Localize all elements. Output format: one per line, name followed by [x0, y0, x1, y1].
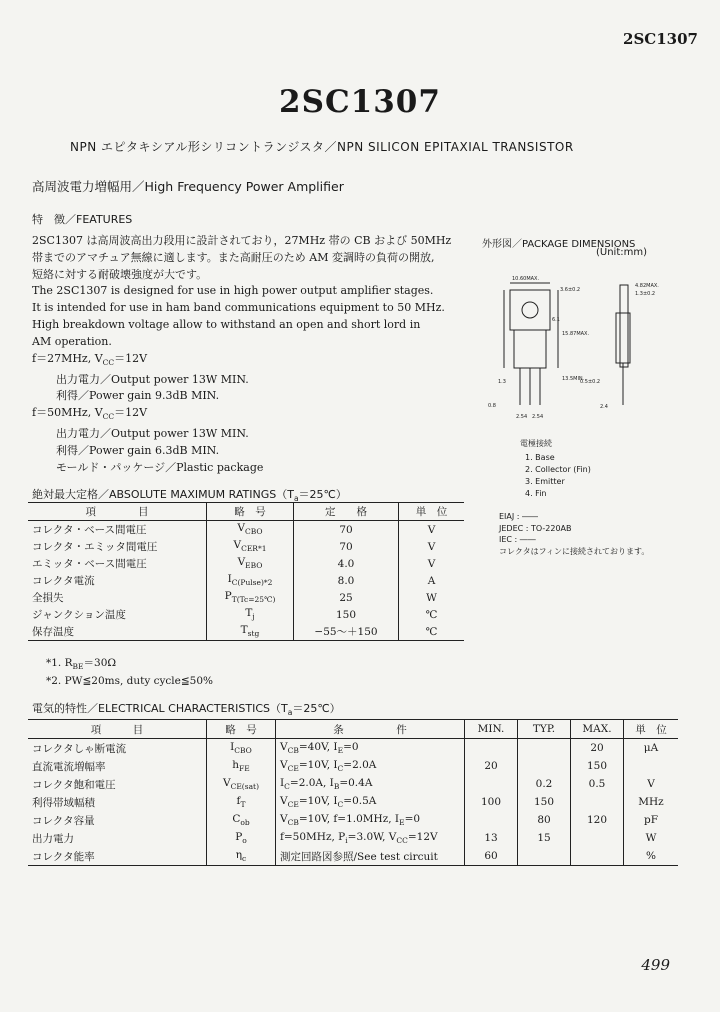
page-title: 2SC1307: [279, 84, 441, 120]
min-cell: 20: [465, 757, 518, 775]
condition-cell: $I_C=2.0A$, $I_B=0.4A$: [276, 775, 465, 793]
features-heading: 特 徴／FEATURES: [32, 213, 133, 226]
unit-cell: V: [647, 778, 655, 790]
item-cell: 出力電力: [28, 829, 207, 847]
condition-cell: $V_{CE}=10V$, $I_C=0.5A$: [276, 793, 465, 811]
table-row: [28, 606, 464, 623]
table-row: [28, 739, 678, 758]
typ-cell: 15: [518, 829, 571, 847]
standards-list: [499, 511, 649, 557]
note-2: *2. PW≦20ms, duty cycle≦50%: [46, 675, 214, 688]
standard-item: EIAJ : ――: [499, 512, 539, 521]
symbol-cell: $P_o$: [207, 829, 276, 847]
typ-cell: [518, 757, 571, 775]
unit-cell: ℃: [425, 608, 438, 621]
symbol-cell: $P_{T(Tc=25℃)}$: [207, 589, 294, 606]
value-cell: 4.0: [294, 555, 399, 572]
dim-label: 15.87MAX.: [562, 331, 590, 337]
unit-cell: pF: [643, 814, 658, 826]
item-cell: 保存温度: [28, 623, 207, 641]
package-tab: [510, 290, 550, 330]
condition-cell: f=50MHz, $P_i=3.0W$, $V_{CC}=12V$: [276, 829, 465, 847]
item-cell: ジャンクション温度: [28, 606, 207, 623]
unit-cell: V: [427, 557, 436, 570]
unit-cell: [624, 757, 679, 775]
standard-item: コレクタはフィンに接続されております。: [499, 546, 650, 556]
dim-label: 13.5MIN.: [562, 376, 585, 382]
table-row: [28, 521, 464, 539]
dim-label: 0.5±0.2: [580, 379, 601, 385]
typ-cell: 150: [518, 793, 571, 811]
condition-2: f＝50MHz, $V_{CC}=12V$: [32, 406, 148, 422]
table-row: [28, 775, 678, 793]
dim-label: 4.82MAX.: [635, 283, 659, 289]
feature-line: High breakdown voltage allow to withstand an open and short lord in: [32, 317, 421, 331]
value-cell: 25: [294, 589, 399, 606]
min-cell: [465, 775, 518, 793]
col-header: MAX.: [571, 720, 624, 739]
max-cell: 120: [571, 811, 624, 829]
max-cell: [571, 847, 624, 866]
condition-cell: $V_{CB}=10V$, f=1.0MHz, $I_E=0$: [276, 811, 465, 829]
value-cell: 70: [294, 521, 399, 539]
min-cell: [465, 811, 518, 829]
unit-cell: %: [646, 850, 656, 862]
rating-notes: [46, 656, 213, 688]
unit-cell: W: [426, 591, 437, 604]
max-cell: 150: [571, 757, 624, 775]
dim-label: 10.60MAX.: [512, 276, 540, 282]
electrical-table: [28, 719, 678, 866]
value-cell: 150: [294, 606, 399, 623]
min-cell: [465, 739, 518, 758]
symbol-cell: $T_j$: [207, 606, 294, 623]
features-body: [32, 233, 457, 477]
table-row: [28, 847, 678, 866]
item-cell: エミッタ・ベース間電圧: [28, 555, 207, 572]
pin-item: 2. Collector (Fin): [525, 465, 591, 474]
dim-label: 3.6±0.2: [560, 287, 581, 293]
max-cell: [571, 793, 624, 811]
feature-line: The 2SC1307 is designed for use in high power output amplifier stages.: [32, 284, 434, 298]
table-row: [28, 829, 678, 847]
min-cell: 100: [465, 793, 518, 811]
symbol-cell: $\eta_c$: [207, 847, 276, 866]
dim-label: 1.3±0.2: [635, 291, 656, 297]
subtitle: NPN エピタキシアル形シリコントランジスタ／NPN SILICON EPITAXIAL TRANSISTOR: [70, 140, 574, 154]
col-header: TYP.: [518, 720, 571, 739]
table-row: [28, 811, 678, 829]
pin-item: 4. Fin: [525, 489, 547, 498]
table-header-row: [28, 503, 464, 521]
typ-cell: [518, 739, 571, 758]
min-cell: 60: [465, 847, 518, 866]
table-row: [28, 757, 678, 775]
col-header: 略 号: [207, 503, 294, 521]
package-type: モールド・パッケージ／Plastic package: [56, 460, 264, 474]
unit-cell: A: [427, 574, 436, 587]
package-drawing: [480, 265, 690, 425]
dim-label: 2.54: [516, 414, 528, 420]
typ-cell: [518, 847, 571, 866]
table-row: [28, 538, 464, 555]
mounting-hole: [522, 302, 538, 318]
value-cell: 8.0: [294, 572, 399, 589]
unit-cell: W: [645, 832, 657, 844]
unit-cell: ℃: [425, 625, 438, 638]
symbol-cell: $V_{CE(sat)}$: [207, 775, 276, 793]
condition-1: f＝27MHz, $V_{CC}=12V$: [32, 351, 148, 367]
package-unit: (Unit:mm): [596, 247, 648, 258]
table-row: [28, 555, 464, 572]
col-header: 条 件: [276, 720, 465, 739]
dim-label: 0.8: [488, 403, 496, 409]
side-tab: [620, 285, 628, 367]
package-dimensions-heading: 外形図／PACKAGE DIMENSIONS: [482, 239, 636, 250]
output-power-2: 出力電力／Output power 13W MIN.: [56, 427, 249, 441]
symbol-cell: $V_{CBO}$: [207, 521, 294, 539]
feature-line: 帯までのアマチュア無線に適します。また高耐圧のため AM 変調時の負荷の開放,: [32, 250, 435, 264]
header-part-number: 2SC1307: [623, 30, 698, 48]
col-header: 定 格: [294, 503, 399, 521]
col-header: 項 目: [28, 503, 207, 521]
max-cell: 20: [571, 739, 624, 758]
table-row: [28, 623, 464, 641]
max-cell: 0.5: [571, 775, 624, 793]
col-header: 略 号: [207, 720, 276, 739]
table-row: [28, 589, 464, 606]
item-cell: コレクタしゃ断電流: [28, 739, 207, 758]
note-1: *1. $R_{BE}=30\Omega$: [46, 657, 117, 672]
feature-line: AM operation.: [32, 334, 112, 348]
item-cell: コレクタ・エミッタ間電圧: [28, 538, 207, 555]
col-header: MIN.: [465, 720, 518, 739]
feature-line: 2SC1307 は高周波高出力段用に設計されており，27MHz 帯の CB および 50MHz: [32, 234, 452, 247]
typ-cell: 80: [518, 811, 571, 829]
absolute-ratings-table: [28, 502, 464, 641]
min-cell: 13: [465, 829, 518, 847]
item-cell: コレクタ能率: [28, 847, 207, 866]
unit-cell: MHz: [638, 796, 664, 808]
symbol-cell: $I_{C(Pulse)*2}$: [207, 572, 294, 589]
dim-label: 1.3: [498, 379, 506, 385]
dim-label: 6.1: [552, 317, 560, 323]
table-row: [28, 572, 464, 589]
value-cell: 70: [294, 538, 399, 555]
symbol-cell: $V_{CER*1}$: [207, 538, 294, 555]
condition-cell: $V_{CB}=40V$, $I_E=0$: [276, 739, 465, 758]
symbol-cell: $I_{CBO}$: [207, 739, 276, 758]
item-cell: 利得帯域幅積: [28, 793, 207, 811]
table-header-row: [28, 720, 678, 739]
symbol-cell: $h_{FE}$: [207, 757, 276, 775]
power-gain-2: 利得／Power gain 6.3dB MIN.: [56, 443, 220, 457]
application-line: 高周波電力増幅用／High Frequency Power Amplifier: [32, 179, 344, 194]
symbol-cell: $f_T$: [207, 793, 276, 811]
feature-line: It is intended for use in ham band communications equipment to 50 MHz.: [32, 301, 445, 315]
pin-list: [525, 452, 591, 500]
feature-line: 短絡に対する耐破壊強度が大です。: [32, 267, 208, 281]
standard-item: JEDEC : TO-220AB: [499, 523, 572, 533]
symbol-cell: $V_{EBO}$: [207, 555, 294, 572]
symbol-cell: $T_{stg}$: [207, 623, 294, 641]
page-number: 499: [641, 956, 670, 974]
item-cell: 全損失: [28, 589, 207, 606]
power-gain-1: 利得／Power gain 9.3dB MIN.: [56, 389, 220, 403]
item-cell: コレクタ電流: [28, 572, 207, 589]
dim-label: 2.4: [600, 404, 608, 410]
item-cell: コレクタ容量: [28, 811, 207, 829]
item-cell: コレクタ飽和電圧: [28, 775, 207, 793]
pin-item: 1. Base: [525, 453, 555, 462]
col-header: 項 目: [28, 720, 207, 739]
absolute-ratings-heading: 絶対最大定格／ABSOLUTE MAXIMUM $RATINGS(T_a=25℃)$: [32, 488, 347, 504]
item-cell: コレクタ・ベース間電圧: [28, 521, 207, 539]
item-cell: 直流電流増幅率: [28, 757, 207, 775]
unit-cell: V: [427, 540, 436, 553]
condition-cell: $V_{CE}=10V$, $I_C=2.0A$: [276, 757, 465, 775]
output-power-1: 出力電力／Output power 13W MIN.: [56, 372, 249, 386]
max-cell: [571, 829, 624, 847]
typ-cell: 0.2: [518, 775, 571, 793]
symbol-cell: $C_{ob}$: [207, 811, 276, 829]
dim-label: 2.54: [532, 414, 544, 420]
col-header: 単 位: [399, 503, 465, 521]
pin-item: 3. Emitter: [525, 477, 565, 486]
standard-item: IEC : ――: [499, 535, 536, 544]
col-header: 単 位: [624, 720, 679, 739]
electrical-heading: 電気的特性／ELECTRICAL $CHARACTERISTICS(T_a=25℃)$: [32, 702, 341, 718]
pin-connection-heading: 電極接続: [520, 439, 552, 448]
value-cell: −55〜＋150: [294, 623, 399, 641]
unit-cell: μA: [643, 742, 659, 754]
package-body: [514, 330, 546, 368]
table-row: [28, 793, 678, 811]
condition-cell: 測定回路図参照/See test circuit: [276, 847, 465, 866]
unit-cell: V: [427, 523, 436, 536]
